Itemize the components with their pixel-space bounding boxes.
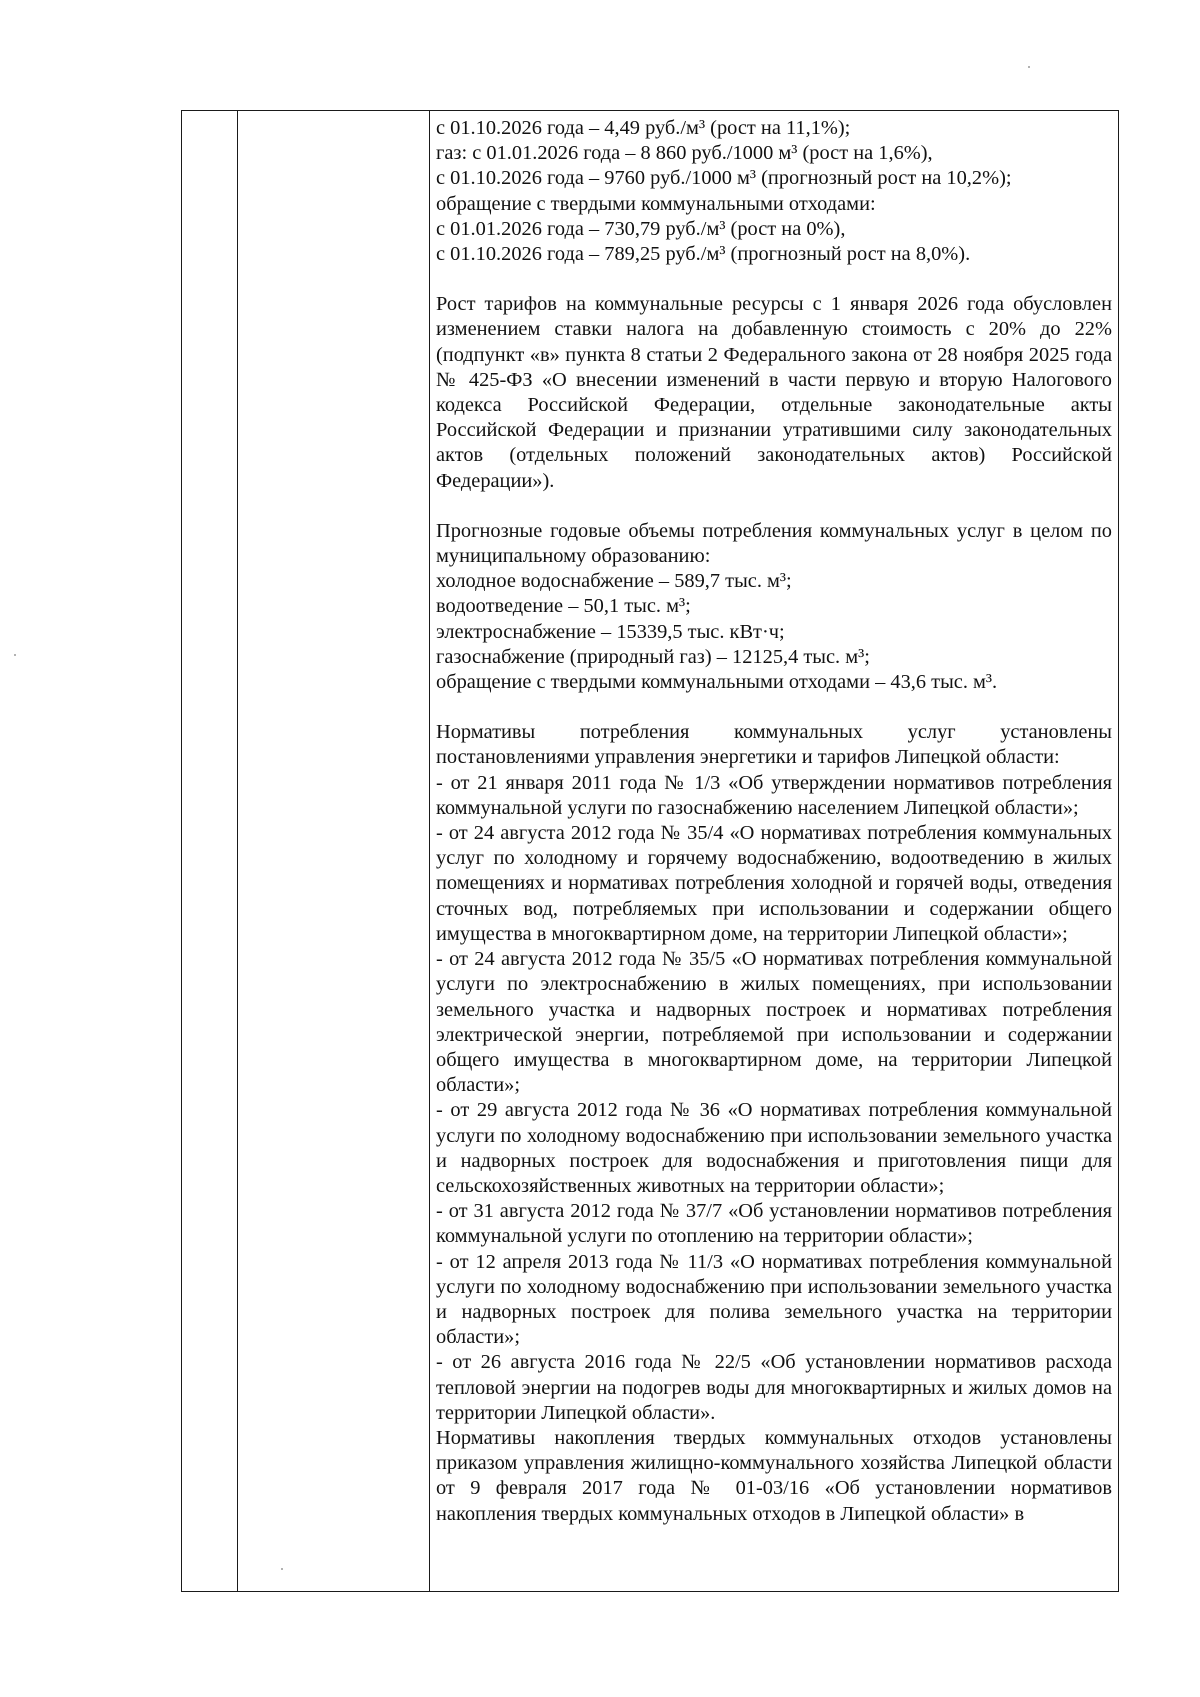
table-cell-content bbox=[436, 116, 1112, 1588]
tariff-line: газ: с 01.01.2026 года – 8 860 руб./1000 м³ (рост на 1,6%), bbox=[436, 142, 933, 165]
table-column-divider-1 bbox=[237, 110, 238, 1592]
volume-item: электроснабжение – 15339,5 тыс. кВт·ч; bbox=[436, 620, 785, 643]
norm-item: - от 24 августа 2012 года № 35/4 «О нормативах потребления коммунальных услуг по холодному и горячему водоснабжению, водоотведению в жилых помещениях и нормативах потребления холодной и горячей воды, отведения сточных вод, потребляемых при использовании и содержании общего имущества в многоквартирном доме, на территории Липецкой области»; bbox=[436, 822, 1112, 945]
volumes-intro: Прогнозные годовые объемы потребления коммунальных услуг в целом по муниципальному образованию: bbox=[436, 519, 1112, 568]
volumes-section bbox=[436, 519, 1112, 695]
waste-norms-paragraph: Нормативы накопления твердых коммунальных отходов установлены приказом управления жилищно-коммунального хозяйства Липецкой области от 9 февраля 2017 года № 01-03/16 «Об установлении нормативов накопления твердых коммунальных отходов в Липецкой области» в bbox=[436, 1426, 1112, 1525]
paragraph-gap bbox=[436, 267, 1112, 292]
vat-paragraph: Рост тарифов на коммунальные ресурсы с 1 января 2026 года обусловлен изменением ставки налога на добавленную стоимость с 20% до 22% (подпункт «в» пункта 8 статьи 2 Федерального закона от 28 ноября 2025 года № 425-ФЗ «О внесении изменений в части первую и вторую Налогового кодекса Российской Федерации, отдельные законодательные акты Российской Федерации и признании утратившими силу законодательных актов (отдельных положений законодательных актов) Российской Федерации»). bbox=[436, 293, 1112, 492]
table-column-divider-2 bbox=[429, 110, 430, 1592]
norm-item: - от 24 августа 2012 года № 35/5 «О нормативах потребления коммунальной услуги по электроснабжению в жилых помещениях, при использовании земельного участка и надворных построек и нормативах потребления электрической энергии, потребляемой при использовании и содержании общего имущества в многоквартирном доме, на территории Липецкой области»; bbox=[436, 948, 1112, 1097]
norms-section bbox=[436, 720, 1112, 1426]
tariff-list bbox=[436, 116, 1112, 267]
scan-speck bbox=[14, 654, 16, 656]
volume-item: холодное водоснабжение – 589,7 тыс. м³; bbox=[436, 570, 792, 593]
norm-item: - от 21 января 2011 года № 1/3 «Об утверждении нормативов потребления коммунальной услуги по газоснабжению населением Липецкой области»; bbox=[436, 771, 1112, 819]
tariff-line: с 01.10.2026 года – 9760 руб./1000 м³ (прогнозный рост на 10,2%); bbox=[436, 167, 1012, 190]
paragraph-gap bbox=[436, 695, 1112, 720]
norms-intro: Нормативы потребления коммунальных услуг установлены постановлениями управления энергетики и тарифов Липецкой области: bbox=[436, 721, 1112, 769]
tariff-line: с 01.01.2026 года – 730,79 руб./м³ (рост на 0%), bbox=[436, 217, 846, 240]
norm-item: - от 26 августа 2016 года № 22/5 «Об установлении нормативов расхода тепловой энергии на подогрев воды для многоквартирных и жилых домов на территории Липецкой области». bbox=[436, 1351, 1112, 1424]
scan-speck bbox=[281, 1568, 283, 1570]
norm-item: - от 29 августа 2012 года № 36 «О нормативах потребления коммунальной услуги по холодному водоснабжению при использовании земельного участка и надворных построек для водоснабжения и приготовления пищи для сельскохозяйственных животных на территории области»; bbox=[436, 1099, 1112, 1197]
volume-item: газоснабжение (природный газ) – 12125,4 тыс. м³; bbox=[436, 645, 870, 668]
tariff-line: обращение с твердыми коммунальными отходами: bbox=[436, 192, 876, 215]
norm-item: - от 31 августа 2012 года № 37/7 «Об установлении нормативов потребления коммунальной услуги по отоплению на территории области»; bbox=[436, 1200, 1112, 1248]
norm-item: - от 12 апреля 2013 года № 11/3 «О нормативах потребления коммунальной услуги по холодному водоснабжению при использовании земельного участка и надворных построек для полива земельного участка на территории области»; bbox=[436, 1250, 1112, 1349]
scan-speck bbox=[1028, 66, 1030, 68]
volume-item: обращение с твердыми коммунальными отходами – 43,6 тыс. м³. bbox=[436, 671, 998, 694]
volume-item: водоотведение – 50,1 тыс. м³; bbox=[436, 595, 691, 618]
paragraph-gap bbox=[436, 494, 1112, 519]
tariff-line: с 01.10.2026 года – 4,49 руб./м³ (рост на 11,1%); bbox=[436, 117, 851, 139]
tariff-line: с 01.10.2026 года – 789,25 руб./м³ (прогнозный рост на 8,0%). bbox=[436, 243, 971, 266]
